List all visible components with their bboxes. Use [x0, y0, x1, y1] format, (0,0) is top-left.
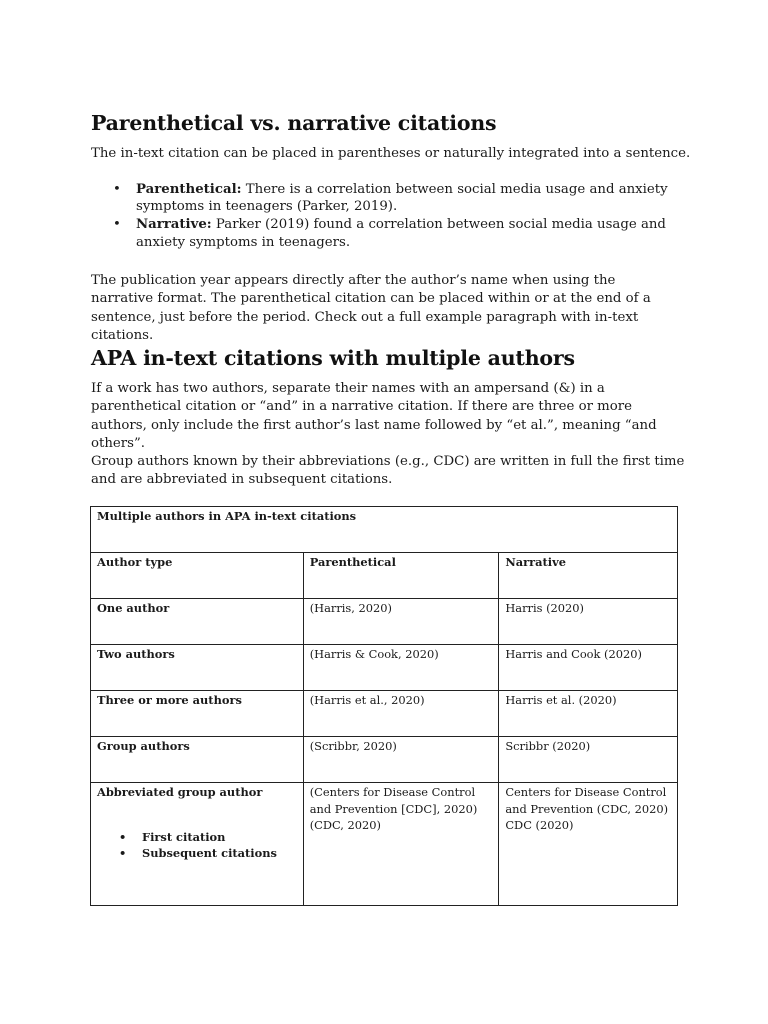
- table-row: [91, 737, 678, 783]
- author-type-cell: Three or more authors: [91, 691, 304, 737]
- table-row: [91, 691, 678, 737]
- parenthetical-cell: (Scribbr, 2020): [303, 737, 499, 783]
- author-type-cell: Group authors: [91, 737, 304, 783]
- bullet-label: Parenthetical:: [136, 182, 242, 197]
- table-header-row: [91, 553, 678, 599]
- multiple-authors-table: [90, 506, 678, 906]
- narrative-cell: Harris et al. (2020): [499, 691, 678, 737]
- section-heading-multiple-authors: APA in-text citations with multiple authors: [91, 346, 575, 370]
- body-paragraph: If a work has two authors, separate their names with an ampersand (&) in a parenthetical citation or “and” in a narrative citation. If there are three or more authors, only include the first author’s last name followed by “et al.”, meaning “and others”.: [91, 381, 657, 452]
- list-item-narrative: [91, 216, 691, 251]
- narrative-cell: Centers for Disease Control and Prevention (CDC, 2020) CDC (2020): [499, 783, 678, 906]
- bullet-text: There is a correlation between social media usage and anxiety symptoms in teenagers (Parker, 2019).: [136, 182, 668, 215]
- table-row: [91, 783, 678, 906]
- author-type-cell: Two authors: [91, 645, 304, 691]
- list-item: • First citation: [97, 829, 297, 846]
- table-row: [91, 599, 678, 645]
- parenthetical-cell: (Harris, 2020): [303, 599, 499, 645]
- author-type-cell: [91, 783, 304, 906]
- bullet-text: Parker (2019) found a correlation between social media usage and anxiety symptoms in teenagers.: [136, 217, 666, 250]
- author-type-label: Abbreviated group author: [97, 785, 263, 799]
- parenthetical-cell: (Harris et al., 2020): [303, 691, 499, 737]
- narrative-cell: Harris and Cook (2020): [499, 645, 678, 691]
- table-caption-row: [91, 507, 678, 553]
- column-header: Author type: [91, 553, 304, 599]
- list-item-parenthetical: [91, 181, 691, 216]
- column-header: Narrative: [499, 553, 678, 599]
- bullet-label: Narrative:: [136, 217, 212, 233]
- table-row: [91, 645, 678, 691]
- section-heading-parenthetical-vs-narrative: Parenthetical vs. narrative citations: [91, 111, 497, 135]
- parenthetical-cell: (Centers for Disease Control and Prevention [CDC], 2020) (CDC, 2020): [303, 783, 499, 906]
- parenthetical-cell: (Harris & Cook, 2020): [303, 645, 499, 691]
- body-paragraph: Group authors known by their abbreviations (e.g., CDC) are written in full the first time and are abbreviated in subsequent citations.: [91, 454, 685, 488]
- narrative-cell: Scribbr (2020): [499, 737, 678, 783]
- narrative-cell: Harris (2020): [499, 599, 678, 645]
- list-item: • Subsequent citations: [97, 845, 297, 862]
- section-intro: The in-text citation can be placed in parentheses or naturally integrated into a sentence.: [91, 146, 691, 161]
- table-caption: Multiple authors in APA in-text citations: [91, 507, 678, 553]
- body-paragraph: The publication year appears directly after the author’s name when using the narrative format. The parenthetical citation can be placed within or at the end of a sentence, just before the period. Check out a full example paragraph with in-text citations.: [91, 273, 651, 344]
- sub-item-list: [97, 829, 297, 862]
- column-header: Parenthetical: [303, 553, 499, 599]
- author-type-cell: One author: [91, 599, 304, 645]
- citation-examples-list: [91, 181, 691, 251]
